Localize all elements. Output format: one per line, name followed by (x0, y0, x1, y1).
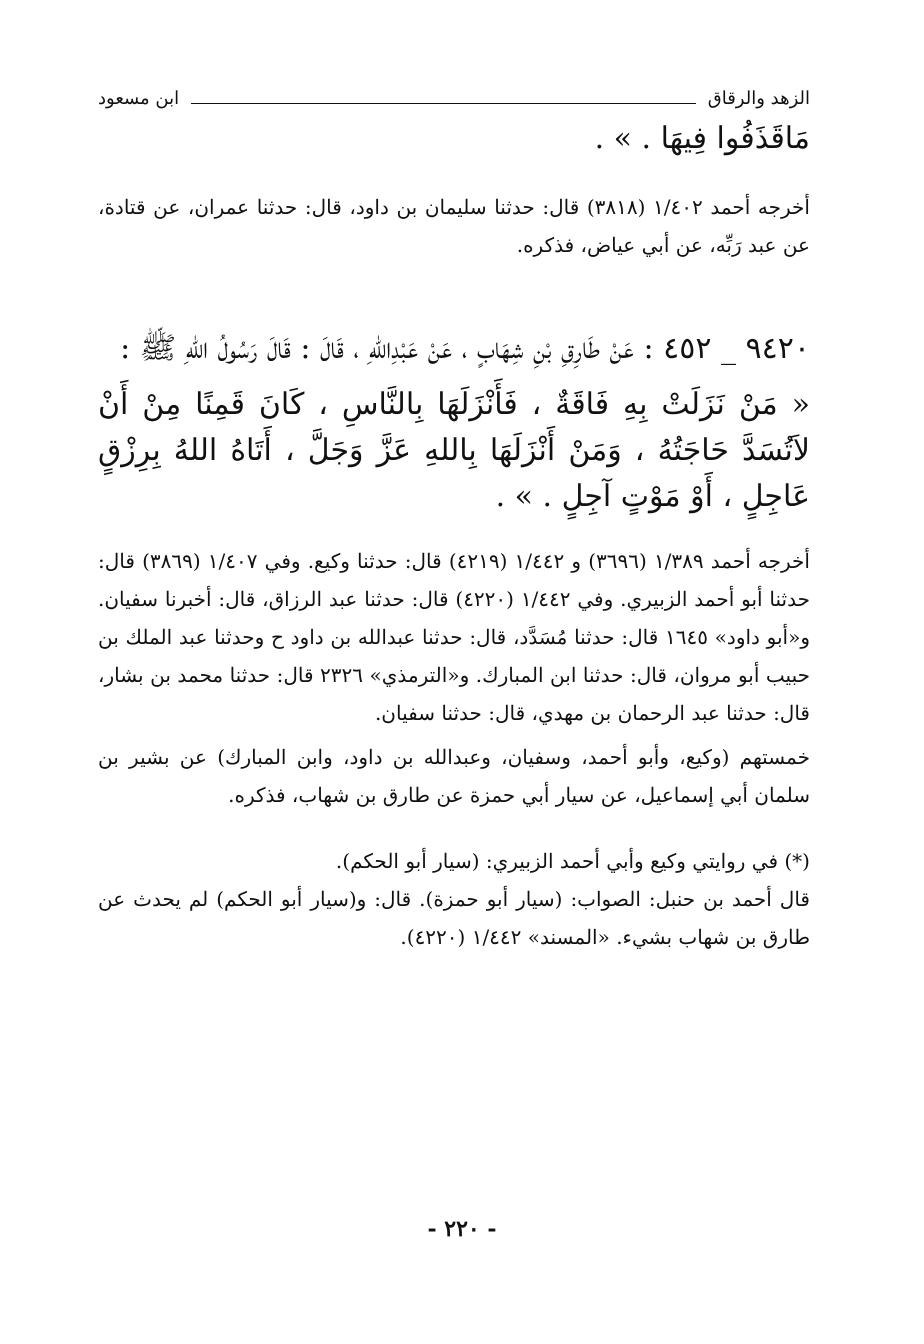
hadith-heading: ٩٤٢٠ _ ٤٥٢ : عَنْ طَارِقِ بْنِ شِهَابٍ ، عَنْ عَبْدِاللهِ ، قَالَ : قَالَ رَسُولُ اللهِ ﷺ : (120, 331, 810, 366)
page-number: - ٢٢٠ - (427, 1216, 497, 1242)
previous-hadith-takhrij: أخرجه أحمد ١/٤٠٢ (٣٨١٨) قال: حدثنا سليمان بن داود، قال: حدثنا عمران، عن قتادة، عن عبد رَبِّه، عن أبي عياض، فذكره. (98, 195, 810, 257)
author-name: ابن مسعود (98, 88, 180, 109)
running-header (98, 80, 810, 110)
book-page (98, 80, 810, 956)
hadith-isnad-summary: خمستهم (وكيع، وأبو أحمد، وسفيان، وعبدالله بن داود، وابن المبارك) عن بشير بن سلمان أبي إسماعيل، عن سيار أبي حمزة عن طارق بن شهاب، فذكره. (98, 745, 810, 807)
hadith-matn: « مَنْ نَزَلَتْ بِهِ فَاقَةٌ ، فَأَنْزَلَهَا بِالنَّاسِ ، كَانَ قَمِنًا مِنْ أَنْ لاَتُسَدَّ حَاجَتُهُ ، وَمَنْ أَنْزَلَهَا بِاللهِ عَزَّ وَجَلَّ ، أَتَاهُ اللهُ بِرِزْقٍ عَاجِلٍ ، أَوْ مَوْتٍ آجِلٍ . » . (98, 387, 811, 514)
header-rule (191, 103, 696, 104)
section-title: الزهد والرقاق (707, 88, 810, 109)
footnote-1: (*) في روايتي وكيع وأبي أحمد الزبيري: (سيار أبو الحكم). (335, 849, 810, 873)
previous-hadith-continuation: مَاقَذَفُوا فِيهَا . » . (594, 121, 810, 156)
footnote-2: قال أحمد بن حنبل: الصواب: (سيار أبو حمزة). قال: و(سيار أبو الحكم) لم يحدث عن طارق بن شهاب بشيء. «المسند» ١/٤٤٢ (٤٢٢٠). (98, 887, 810, 949)
hadith-takhrij: أخرجه أحمد ١/٣٨٩ (٣٦٩٦) و ١/٤٤٢ (٤٢١٩) قال: حدثنا وكيع. وفي ١/٤٠٧ (٣٨٦٩) قال: حدثنا أبو أحمد الزبيري. وفي ١/٤٤٢ (٤٢٢٠) قال: حدثنا عبد الرزاق، قال: أخبرنا سفيان. و«أبو داود» ١٦٤٥ قال: حدثنا مُسَدَّد، قال: حدثنا عبدالله بن داود ح وحدثنا عبد الملك بن حبيب أبو مروان، قال: حدثنا ابن المبارك. و«الترمذي» ٢٣٢٦ قال: حدثنا محمد بن بشار، قال: حدثنا عبد الرحمان بن مهدي، قال: حدثنا سفيان. (98, 549, 811, 725)
